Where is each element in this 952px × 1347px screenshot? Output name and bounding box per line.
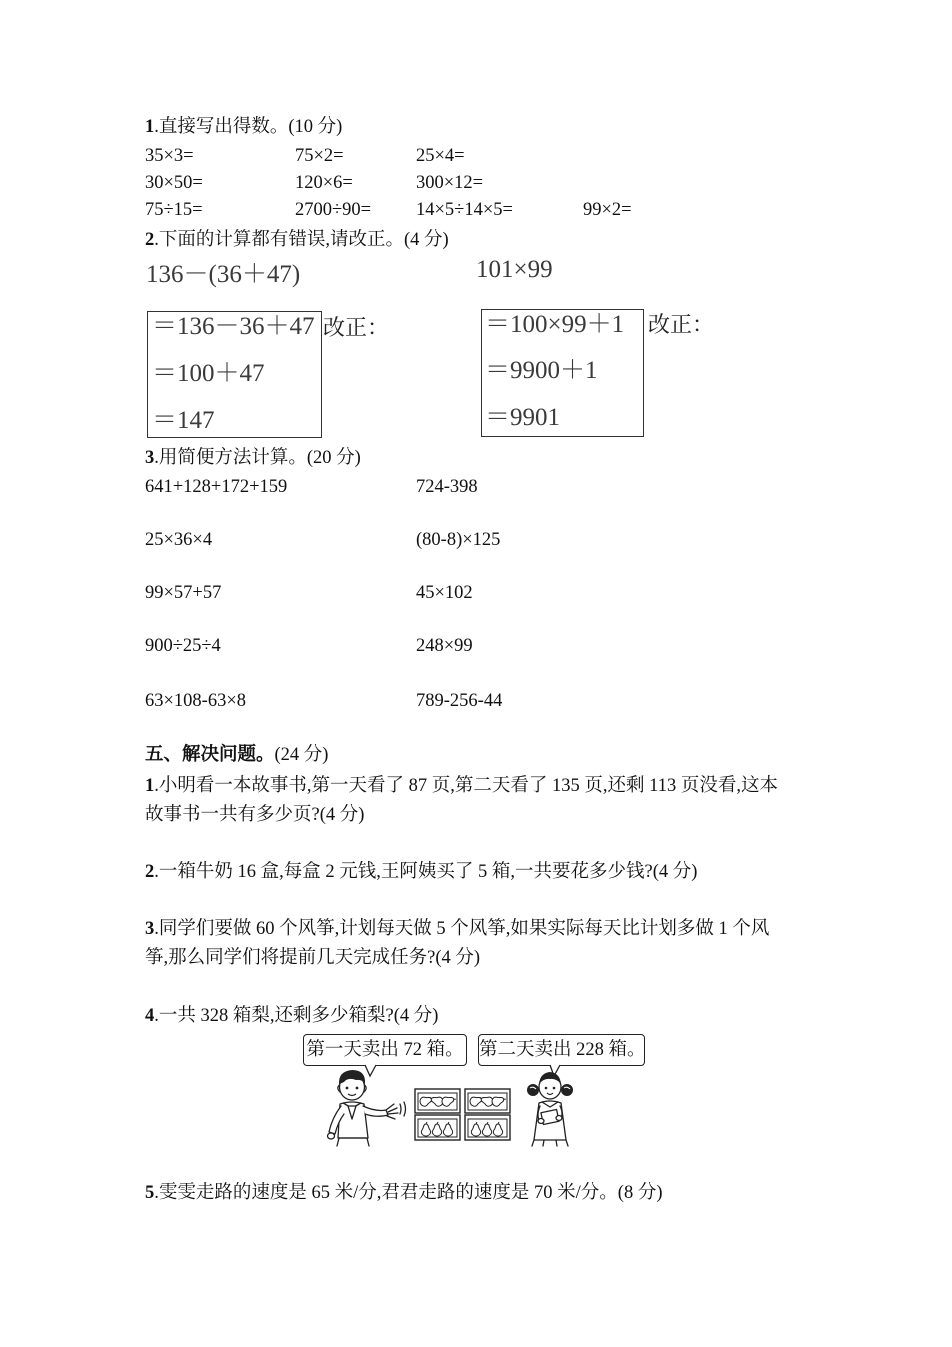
pear-crates-icon	[414, 1088, 512, 1142]
section2-title	[145, 229, 449, 251]
question-5-text: .雯雯走路的速度是 65 米/分,君君走路的速度是 70 米/分。(8 分)	[154, 1183, 663, 1203]
section1-title-text: .直接写出得数。(10 分)	[154, 117, 343, 137]
girl-pigtail-left	[527, 1084, 539, 1096]
speech-bubble-day2	[478, 1034, 645, 1066]
section2-number: 2	[145, 230, 155, 250]
simple-calc-item: 900÷25÷4	[145, 636, 221, 656]
question-3-number: 3	[145, 919, 155, 939]
question-3-text: .同学们要做 60 个风筝,计划每天做 5 个风筝,如果实际每天比计划多做 1 个风	[154, 919, 770, 939]
girl-figure-icon	[518, 1066, 582, 1146]
correction-label-left: 改正：	[323, 315, 390, 340]
girl-pigtail-right	[561, 1084, 573, 1096]
wrong-calc-right-step: ＝9901	[485, 404, 561, 431]
question-1-text: .小明看一本故事书,第一天看了 87 页,第二天看了 135 页,还剩 113 页没看,这本	[154, 776, 778, 796]
wrong-calc-left-step: ＝136－36＋47	[152, 313, 315, 340]
simple-calc-item: 248×99	[416, 636, 473, 656]
simple-calc-item: 789-256-44	[416, 691, 503, 711]
question-1-line	[145, 775, 778, 797]
simple-calc-item: 641+128+172+159	[145, 477, 288, 497]
oral-calc-item: 300×12=	[416, 173, 484, 193]
wrong-calc-right-step: ＝9900＋1	[485, 357, 598, 384]
question-4-number: 4	[145, 1006, 155, 1026]
section1-number: 1	[145, 117, 155, 137]
question-1-number: 1	[145, 776, 155, 796]
wrong-calc-right-expression: 101×99	[476, 256, 553, 283]
oral-calc-item: 120×6=	[295, 173, 353, 193]
speech-bubble-day1-text: 第一天卖出 72 箱。	[306, 1040, 464, 1060]
simple-calc-item: 45×102	[416, 583, 473, 603]
oral-calc-item: 75÷15=	[145, 200, 203, 220]
wrong-calc-left-expression: 136－(36＋47)	[146, 261, 301, 288]
question-3-line	[145, 918, 769, 940]
section3-title	[145, 447, 361, 469]
boy-right-arm	[363, 1106, 388, 1116]
oral-calc-item: 30×50=	[145, 173, 203, 193]
oral-calc-item: 35×3=	[145, 146, 194, 166]
question-4-text: .一共 328 箱梨,还剩多少箱梨?(4 分)	[154, 1006, 439, 1026]
speech-bubble-day1	[303, 1034, 467, 1066]
part5-heading	[145, 744, 328, 766]
section3-number: 3	[145, 448, 155, 468]
question-2-line	[145, 861, 697, 883]
simple-calc-item: 724-398	[416, 477, 478, 497]
oral-calc-item: 99×2=	[583, 200, 632, 220]
simple-calc-item: 63×108-63×8	[145, 691, 247, 711]
question-2-number: 2	[145, 862, 155, 882]
question-1-line-2: 故事书一共有多少页?(4 分)	[145, 805, 365, 825]
simple-calc-item: 99×57+57	[145, 583, 222, 603]
wrong-calc-right-step: ＝100×99＋1	[485, 311, 625, 338]
simple-calc-item: (80-8)×125	[416, 530, 501, 550]
question-5-number: 5	[145, 1183, 155, 1203]
part5-heading-score: (24 分)	[274, 745, 329, 765]
boy-figure-icon	[322, 1066, 410, 1146]
wrong-calc-left-step: ＝100＋47	[152, 360, 265, 387]
wrong-calc-left-step: ＝147	[152, 407, 215, 434]
speech-bubble-day2-text: 第二天卖出 228 箱。	[479, 1040, 646, 1060]
section3-title-text: .用简便方法计算。(20 分)	[154, 448, 361, 468]
question-5-line	[145, 1182, 662, 1204]
oral-calc-item: 14×5÷14×5=	[416, 200, 513, 220]
question-4-line	[145, 1005, 438, 1027]
correction-label-right: 改正：	[648, 312, 715, 337]
simple-calc-item: 25×36×4	[145, 530, 213, 550]
oral-calc-item: 2700÷90=	[295, 200, 372, 220]
question-2-text: .一箱牛奶 16 盒,每盒 2 元钱,王阿姨买了 5 箱,一共要花多少钱?(4 分)	[154, 862, 698, 882]
section2-title-text: .下面的计算都有错误,请改正。(4 分)	[154, 230, 449, 250]
section1-title	[145, 116, 342, 138]
oral-calc-item: 25×4=	[416, 146, 465, 166]
question-3-line-2: 筝,那么同学们将提前几天完成任务?(4 分)	[145, 948, 481, 968]
part5-heading-text: 五、解决问题。	[145, 745, 275, 765]
oral-calc-item: 75×2=	[295, 146, 344, 166]
